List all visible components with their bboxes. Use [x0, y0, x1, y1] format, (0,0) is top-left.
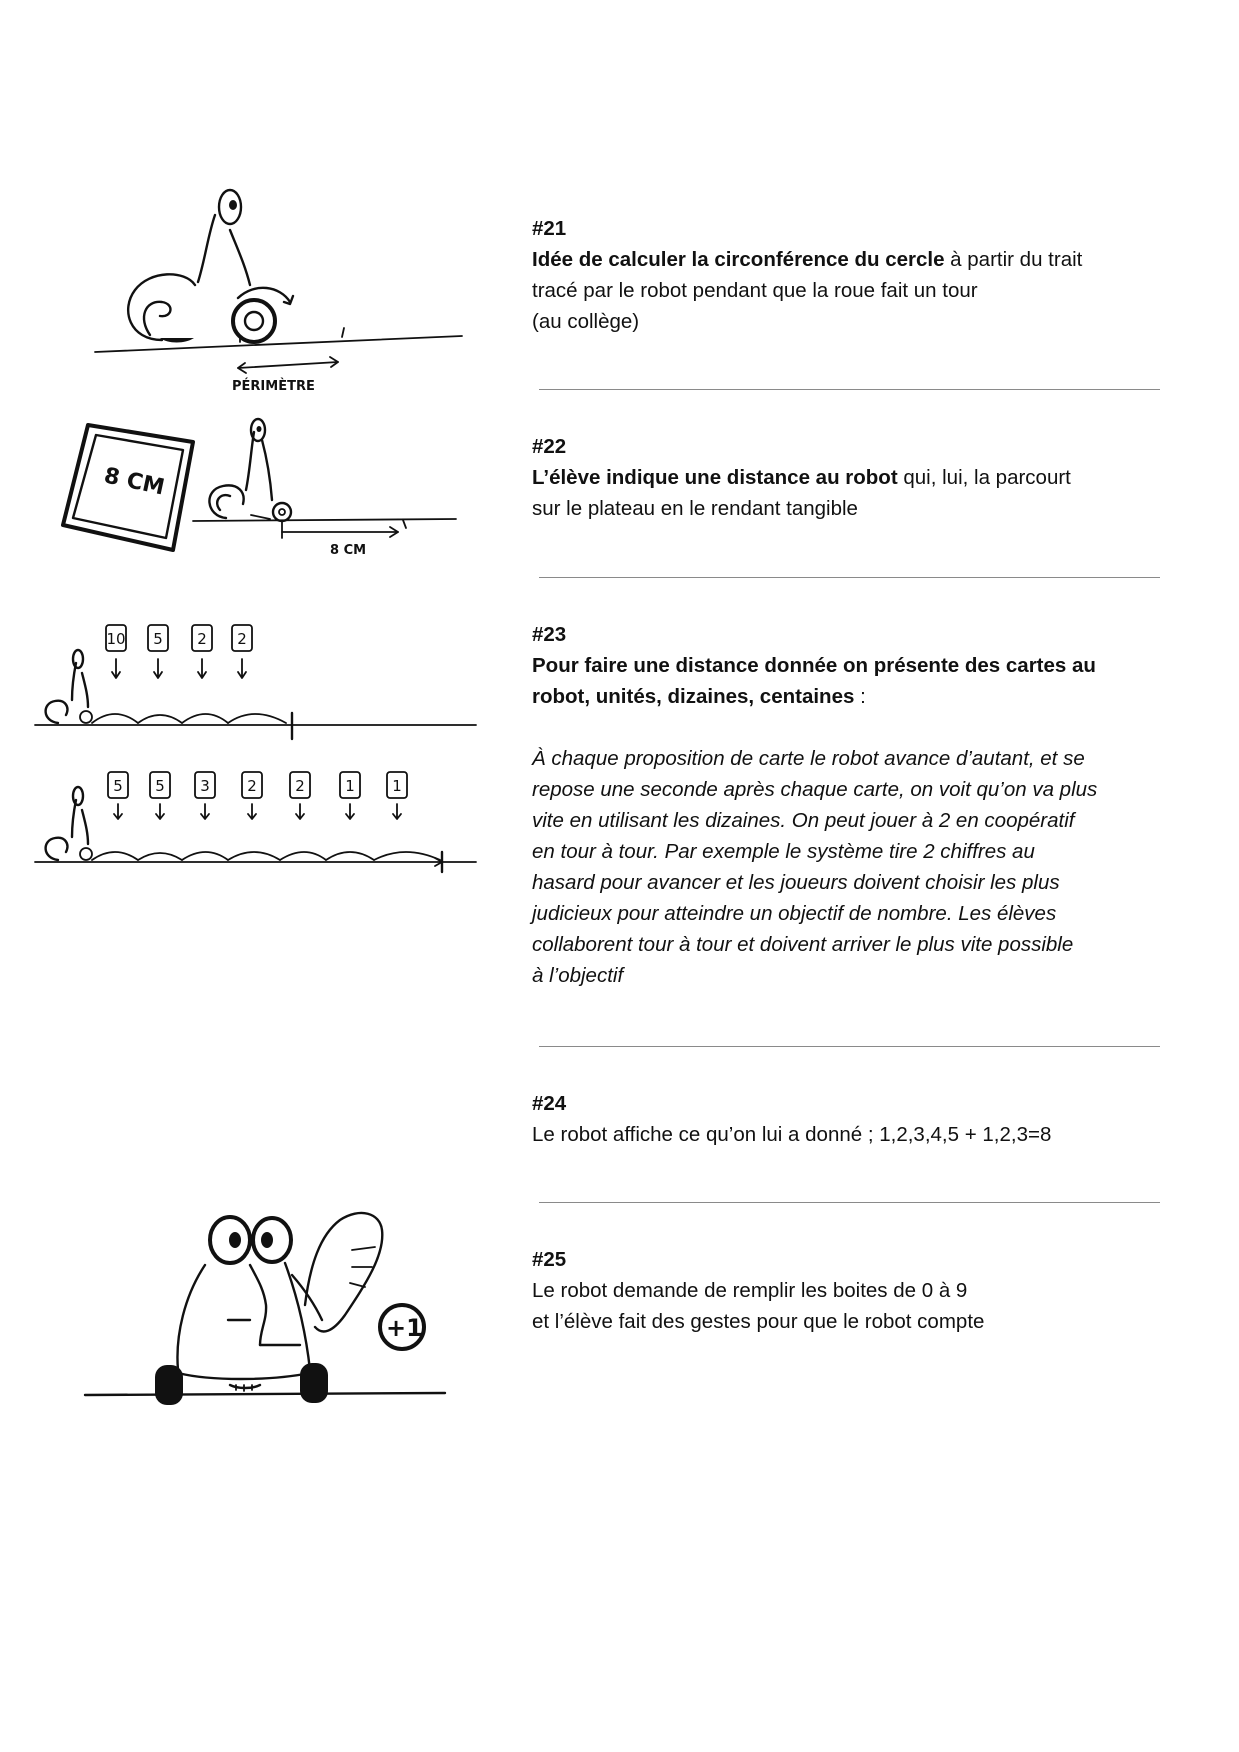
svg-text:2: 2 [237, 630, 247, 648]
card-row1-3 [232, 625, 252, 678]
card-row2-0 [108, 772, 128, 819]
entry-number: #23 [532, 623, 567, 646]
svg-text:5: 5 [153, 630, 163, 648]
cards-row1-drawing-icon [30, 625, 480, 745]
svg-text:2: 2 [197, 630, 207, 648]
card-row2-2 [195, 772, 215, 819]
entry-bold-text: robot, unités, dizaines, centaines [532, 685, 855, 708]
perimeter-drawing-icon [90, 190, 470, 410]
entry-number: #24 [532, 1092, 567, 1115]
entry-italic-line: repose une seconde après chaque carte, on voit qu’on va plus [532, 778, 1098, 801]
svg-text:2: 2 [247, 777, 257, 795]
sketch-cards-row2 [30, 772, 480, 882]
plus-one-label: +1 [386, 1314, 423, 1342]
entry-italic-line: en tour à tour. Par exemple le système tire 2 chiffres au [532, 840, 1035, 863]
svg-text:3: 3 [200, 777, 210, 795]
entry-bold-text: L’élève indique une distance au robot [532, 466, 898, 489]
card-row2-4 [290, 772, 310, 819]
entry-number: #25 [532, 1248, 567, 1271]
divider [539, 1202, 1160, 1203]
distance-label: 8 CM [330, 543, 367, 558]
svg-text:5: 5 [155, 777, 165, 795]
entry-italic-block [532, 743, 1172, 991]
card-row1-2 [192, 625, 212, 678]
card-row1-1 [148, 625, 168, 678]
entry-23 [532, 619, 1172, 991]
cards-row2-drawing-icon [30, 772, 480, 882]
sketch-cards-row1 [30, 625, 480, 745]
svg-text:5: 5 [113, 777, 123, 795]
perimeter-label: PÉRIMÈTRE [232, 379, 315, 394]
entry-italic-line: judicieux pour atteindre un objectif de nombre. Les élèves [532, 902, 1057, 925]
card-row2-5 [340, 772, 360, 819]
entry-text: Le robot affiche ce qu’on lui a donné ; 1,2,3,4,5 + 1,2,3=8 [532, 1123, 1052, 1146]
entry-25 [532, 1244, 1172, 1337]
entry-text: (au collège) [532, 310, 640, 333]
divider [539, 577, 1160, 578]
entry-bold-text: Pour faire une distance donnée on présente des cartes au [532, 654, 1096, 677]
entry-text: Le robot demande de remplir les boites de 0 à 9 [532, 1279, 968, 1302]
card-row2-6 [387, 772, 407, 819]
sketch-tablet-distance [58, 420, 468, 560]
card-row2-1 [150, 772, 170, 819]
entry-number: #22 [532, 435, 567, 458]
entry-italic-line: hasard pour avancer et les joueurs doivent choisir les plus [532, 871, 1060, 894]
entry-text: à partir du trait [944, 248, 1083, 271]
entry-italic-line: À chaque proposition de carte le robot avance d’autant, et se [532, 747, 1085, 770]
entry-21 [532, 213, 1172, 337]
entry-bold-text: Idée de calculer la circonférence du cercle [532, 248, 945, 271]
divider [539, 1046, 1160, 1047]
tablet-robot-drawing-icon [58, 420, 468, 560]
entry-italic-line: vite en utilisant les dizaines. On peut jouer à 2 en coopératif [532, 809, 1075, 832]
svg-text:10: 10 [106, 630, 126, 648]
entry-24 [532, 1088, 1172, 1150]
entry-text: tracé par le robot pendant que la roue fait un tour [532, 279, 978, 302]
robot-gesture-drawing-icon [60, 1195, 490, 1440]
svg-text:1: 1 [392, 777, 402, 795]
sketch-perimeter [90, 190, 470, 410]
entry-text: : [854, 685, 866, 708]
tablet-label: 8 CM [101, 463, 167, 501]
divider [539, 389, 1160, 390]
entry-22 [532, 431, 1172, 524]
entry-italic-line: à l’objectif [532, 964, 624, 987]
entry-text: et l’élève fait des gestes pour que le robot compte [532, 1310, 985, 1333]
entry-text: sur le plateau en le rendant tangible [532, 497, 858, 520]
svg-text:2: 2 [295, 777, 305, 795]
entry-italic-line: collaborent tour à tour et doivent arriver le plus vite possible [532, 933, 1074, 956]
card-row1-0 [106, 625, 126, 678]
entry-text: qui, lui, la parcourt [897, 466, 1071, 489]
entry-number: #21 [532, 217, 567, 240]
svg-text:1: 1 [345, 777, 355, 795]
sketch-robot-gesture [60, 1195, 490, 1440]
card-row2-3 [242, 772, 262, 819]
